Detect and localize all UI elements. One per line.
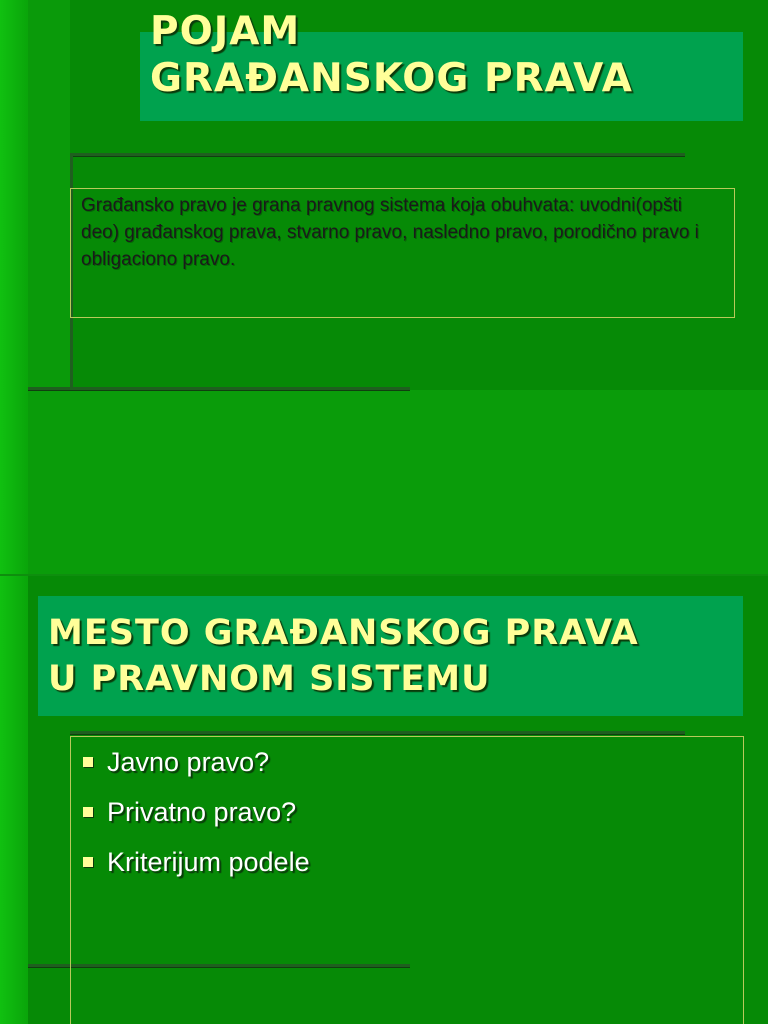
body-paragraph: Građansko pravo je grana pravnog sistema koja obuhvata: uvodni(opšti deo) građanskog prava, stvarno pravo, nasledno pravo, porodično pravo i obligaciono pravo. bbox=[81, 195, 699, 270]
list-item-label: Javno pravo? bbox=[107, 747, 270, 777]
list-item bbox=[71, 787, 743, 837]
decorative-rule bbox=[70, 153, 685, 156]
bullet-list bbox=[71, 737, 743, 887]
content-box bbox=[70, 188, 735, 318]
background-band bbox=[28, 390, 768, 576]
list-item-label: Kriterijum podele bbox=[107, 847, 310, 877]
slide-title bbox=[150, 8, 633, 102]
square-bullet-icon bbox=[83, 807, 93, 817]
background-left-panel bbox=[28, 0, 70, 390]
decorative-rule bbox=[70, 731, 685, 734]
background-left-strip bbox=[0, 0, 28, 576]
slide-title-line-1: POJAM bbox=[150, 9, 301, 54]
square-bullet-icon bbox=[83, 757, 93, 767]
list-item bbox=[71, 737, 743, 787]
list-item-label: Privatno pravo? bbox=[107, 797, 297, 827]
slide-title-line-1: MESTO GRAĐANSKOG PRAVA bbox=[48, 613, 639, 653]
content-box bbox=[70, 736, 744, 1024]
background-left-strip bbox=[0, 576, 28, 1024]
list-item bbox=[71, 837, 743, 887]
decorative-rule bbox=[28, 387, 410, 390]
slide-2 bbox=[0, 576, 768, 1024]
square-bullet-icon bbox=[83, 857, 93, 867]
slide-title-line-2: U PRAVNOM SISTEMU bbox=[48, 659, 491, 699]
slide-title-line-2: GRAĐANSKOG PRAVA bbox=[150, 56, 633, 101]
slide-title bbox=[48, 610, 639, 702]
